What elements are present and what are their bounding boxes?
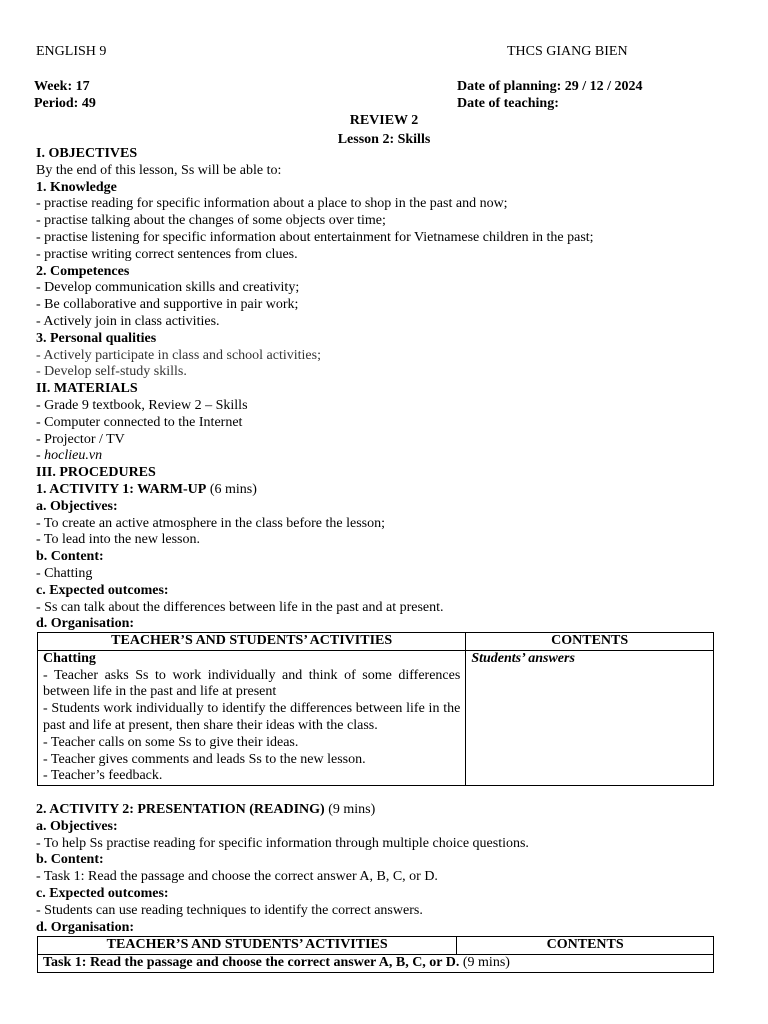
table2-header-activities: TEACHER’S AND STUDENTS’ ACTIVITIES <box>38 937 457 955</box>
a2-content-heading: b. Content: <box>36 852 104 868</box>
a2-outcome-item: - Students can use reading techniques to identify the correct answers. <box>36 902 423 918</box>
a1-objective-item: - To create an active atmosphere in the class before the lesson; <box>36 515 386 531</box>
a1-objectives-heading: a. Objectives: <box>36 498 118 514</box>
table-header-contents: CONTENTS <box>466 633 714 651</box>
material-item: - Grade 9 textbook, Review 2 – Skills <box>36 397 248 413</box>
lesson-title <box>0 111 768 149</box>
a2-objective-item: - To help Ss practise reading for specific information through multiple choice questions. <box>36 835 529 851</box>
activity1-title: 1. ACTIVITY 1: WARM-UP <box>36 481 207 497</box>
subject-header: ENGLISH 9 <box>36 44 107 59</box>
activity2-body <box>36 802 736 936</box>
planning-date: Date of planning: 29 / 12 / 2024 <box>457 79 643 94</box>
procedures-heading: III. PROCEDURES <box>36 465 156 481</box>
activity2-table <box>37 936 714 973</box>
link-prefix: - <box>36 448 45 464</box>
a1-outcome-item: - Ss can talk about the differences between life in the past and at present. <box>36 599 444 615</box>
activity-step: - Teacher calls on some Ss to give their ideas. <box>43 734 299 750</box>
a2-outcomes-heading: c. Expected outcomes: <box>36 885 169 901</box>
materials-heading: II. MATERIALS <box>36 381 138 397</box>
a1-organisation-heading: d. Organisation: <box>36 616 135 632</box>
meta-right <box>457 78 643 112</box>
activities-cell <box>38 650 466 785</box>
period-label: Period: 49 <box>34 96 96 111</box>
activity-step: - Teacher gives comments and leads Ss to the new lesson. <box>43 751 366 767</box>
qualities-heading: 3. Personal qualities <box>36 330 157 346</box>
quality-item: - Actively participate in class and school activities; <box>36 347 321 363</box>
a1-outcomes-heading: c. Expected outcomes: <box>36 582 169 598</box>
review-title: REVIEW 2 <box>349 113 419 128</box>
material-item: - Projector / TV <box>36 431 125 447</box>
hoclieu-link[interactable]: hoclieu.vn <box>44 448 103 464</box>
competence-item: - Be collaborative and supportive in pair work; <box>36 297 299 313</box>
competence-item: - Actively join in class activities. <box>36 313 220 329</box>
a2-organisation-heading: d. Organisation: <box>36 919 135 935</box>
table2-header-contents: CONTENTS <box>457 937 714 955</box>
chatting-title: Chatting <box>43 650 96 666</box>
task1-cell <box>38 954 714 972</box>
knowledge-item: - practise listening for specific information about entertainment for Vietnamese children in the past; <box>36 229 594 245</box>
students-answers: Students’ answers <box>471 650 575 666</box>
knowledge-item: - practise reading for specific information about a place to shop in the past and now; <box>36 196 508 212</box>
a2-objectives-heading: a. Objectives: <box>36 818 118 834</box>
activity2-title: 2. ACTIVITY 2: PRESENTATION (READING) <box>36 802 325 817</box>
objectives-intro: By the end of this lesson, Ss will be able to: <box>36 162 282 178</box>
activity1-heading <box>36 482 736 499</box>
activity1-table <box>37 632 714 786</box>
meta-left <box>34 78 96 112</box>
table-header-activities: TEACHER’S AND STUDENTS’ ACTIVITIES <box>38 633 466 651</box>
knowledge-item: - practise talking about the changes of some objects over time; <box>36 213 386 229</box>
a1-content-item: - Chatting <box>36 565 93 581</box>
activity1-time: (6 mins) <box>206 481 257 497</box>
quality-item: - Develop self-study skills. <box>36 364 187 380</box>
a2-content-item: - Task 1: Read the passage and choose the correct answer A, B, C, or D. <box>36 869 438 885</box>
activity-step: - Teacher asks Ss to work individually and think of some differences between life in the past and life at present <box>43 667 461 700</box>
material-item: - Computer connected to the Internet <box>36 414 243 430</box>
a1-objective-item: - To lead into the new lesson. <box>36 532 201 548</box>
task1-time: (9 mins) <box>459 954 510 970</box>
knowledge-item: - practise writing correct sentences from clues. <box>36 246 298 262</box>
activity2-heading <box>36 802 736 819</box>
activity-step: - Teacher’s feedback. <box>43 768 163 784</box>
competences-heading: 2. Competences <box>36 263 130 279</box>
school-header: THCS GIANG BIEN <box>507 44 628 59</box>
a1-content-heading: b. Content: <box>36 549 104 565</box>
objectives-heading: I. OBJECTIVES <box>36 146 138 161</box>
week-label: Week: 17 <box>34 79 90 94</box>
contents-cell <box>466 650 714 785</box>
knowledge-heading: 1. Knowledge <box>36 179 117 195</box>
task1-title: Task 1: Read the passage and choose the correct answer A, B, C, or D. <box>43 954 460 970</box>
material-link-item <box>36 448 736 465</box>
lesson-subtitle: Lesson 2: Skills <box>337 132 431 147</box>
lesson-body <box>36 146 736 633</box>
competence-item: - Develop communication skills and creativity; <box>36 280 300 296</box>
activity-step: - Students work individually to identify the differences between life in the past and life at present, then share their ideas with the class. <box>43 701 461 733</box>
teaching-date: Date of teaching: <box>457 96 559 111</box>
activity2-time: (9 mins) <box>324 802 376 817</box>
